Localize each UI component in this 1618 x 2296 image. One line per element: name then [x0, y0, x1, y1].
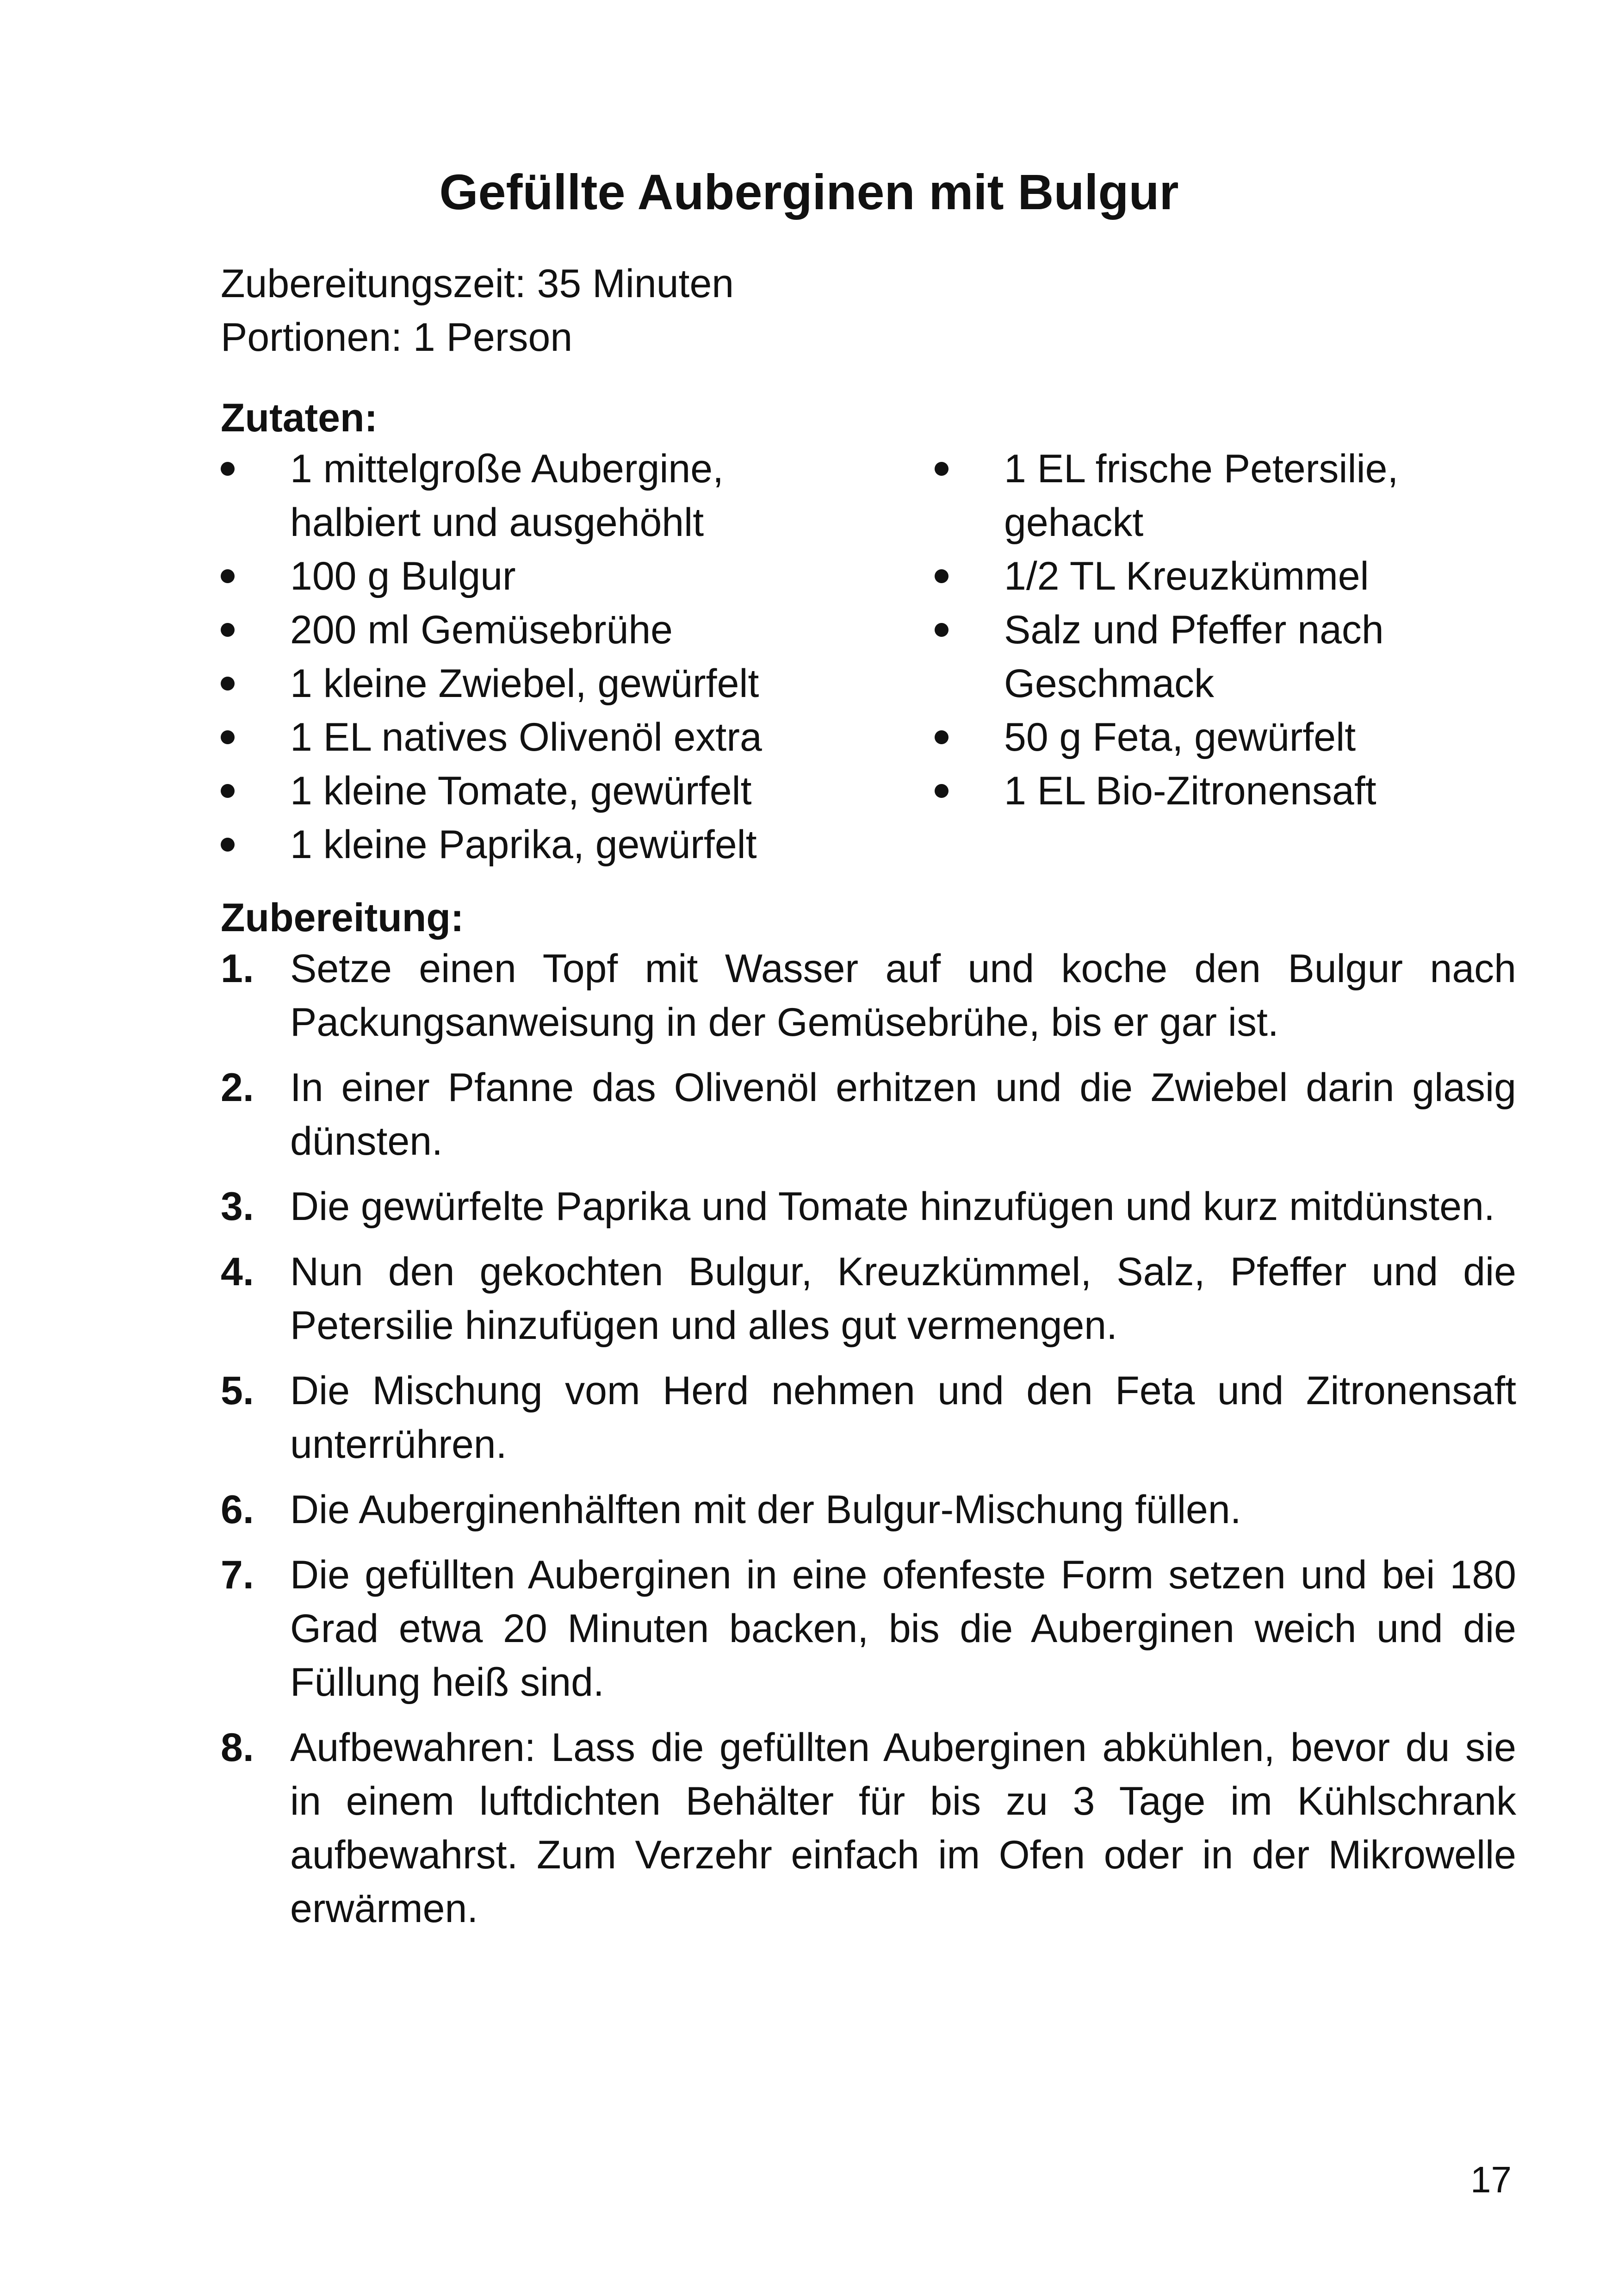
ingredients-list-left: [221, 442, 822, 871]
page-number: 17: [1470, 2159, 1512, 2200]
step-item: [221, 1245, 1516, 1352]
step-number: 8.: [221, 1725, 254, 1770]
recipe-title: Gefüllte Auberginen mit Bulgur: [439, 164, 1179, 220]
prep-time: Zubereitungszeit: 35 Minuten: [221, 261, 734, 306]
step-number: 4.: [221, 1250, 254, 1294]
bullet-icon: [221, 569, 235, 583]
ingredient-item: 1/2 TL Kreuzkümmel: [935, 549, 1499, 603]
step-item: [221, 942, 1516, 1049]
step-text: Die gefüllten Auberginen in eine ofenfeste Form setzen und bei 180 Grad etwa 20 Minuten backen, bis die Auberginen weich und die Füllung heiß sind.: [290, 1553, 1516, 1705]
bullet-icon: [221, 623, 235, 637]
step-item: [221, 1364, 1516, 1471]
step-item: [221, 1721, 1516, 1935]
step-number: 6.: [221, 1487, 254, 1532]
step-text: Die Auberginenhälften mit der Bulgur-Mischung füllen.: [290, 1487, 1241, 1532]
recipe-meta: [221, 257, 734, 364]
bullet-icon: [935, 569, 948, 583]
bullet-icon: [221, 838, 235, 852]
ingredient-item: 1 EL Bio-Zitronensaft: [935, 764, 1499, 818]
step-text: Die gewürfelte Paprika und Tomate hinzufügen und kurz mitdünsten.: [290, 1184, 1495, 1229]
bullet-icon: [935, 462, 948, 476]
ingredient-item: Salz und Pfeffer nach Geschmack: [935, 603, 1499, 710]
ingredient-item: 50 g Feta, gewürfelt: [935, 710, 1499, 764]
bullet-icon: [221, 462, 235, 476]
bullet-icon: [935, 784, 948, 798]
step-text: In einer Pfanne das Olivenöl erhitzen und die Zwiebel darin glasig dünsten.: [290, 1065, 1516, 1164]
step-item: [221, 1061, 1516, 1168]
ingredients-list-right: [935, 442, 1499, 818]
ingredient-item: 1 EL natives Olivenöl extra: [221, 710, 822, 764]
step-text: Setze einen Topf mit Wasser auf und koche den Bulgur nach Packungsanweisung in der Gemüsebrühe, bis er gar ist.: [290, 946, 1516, 1045]
step-number: 2.: [221, 1065, 254, 1110]
step-number: 7.: [221, 1553, 254, 1597]
step-item: [221, 1548, 1516, 1709]
servings: Portionen: 1 Person: [221, 315, 573, 360]
bullet-icon: [221, 784, 235, 798]
step-text: Aufbewahren: Lass die gefüllten Auberginen abkühlen, bevor du sie in einem luftdichten Behälter für bis zu 3 Tage im Kühlschrank aufbewahrst. Zum Verzehr einfach im Ofen oder in der Mikrowelle erwärmen.: [290, 1725, 1516, 1931]
bullet-icon: [221, 730, 235, 744]
ingredients-heading: Zutaten:: [221, 396, 378, 440]
ingredient-item: 1 mittelgroße Aubergine, halbiert und ausgehöhlt: [221, 442, 822, 549]
step-number: 3.: [221, 1184, 254, 1229]
bullet-icon: [935, 730, 948, 744]
bullet-icon: [935, 623, 948, 637]
ingredient-item: 1 EL frische Petersilie, gehackt: [935, 442, 1499, 549]
preparation-heading: Zubereitung:: [221, 896, 464, 940]
step-number: 5.: [221, 1369, 254, 1413]
ingredient-item: 1 kleine Zwiebel, gewürfelt: [221, 657, 822, 710]
step-text: Nun den gekochten Bulgur, Kreuzkümmel, Salz, Pfeffer und die Petersilie hinzufügen und alles gut vermengen.: [290, 1250, 1516, 1348]
ingredient-item: 1 kleine Tomate, gewürfelt: [221, 764, 822, 818]
ingredient-item: 1 kleine Paprika, gewürfelt: [221, 818, 822, 871]
step-item: [221, 1483, 1516, 1537]
preparation-steps: [221, 942, 1516, 1947]
step-text: Die Mischung vom Herd nehmen und den Feta und Zitronensaft unterrühren.: [290, 1369, 1516, 1467]
ingredient-item: 100 g Bulgur: [221, 549, 822, 603]
step-item: [221, 1180, 1516, 1233]
step-number: 1.: [221, 946, 254, 991]
ingredient-item: 200 ml Gemüsebrühe: [221, 603, 822, 657]
bullet-icon: [221, 677, 235, 691]
